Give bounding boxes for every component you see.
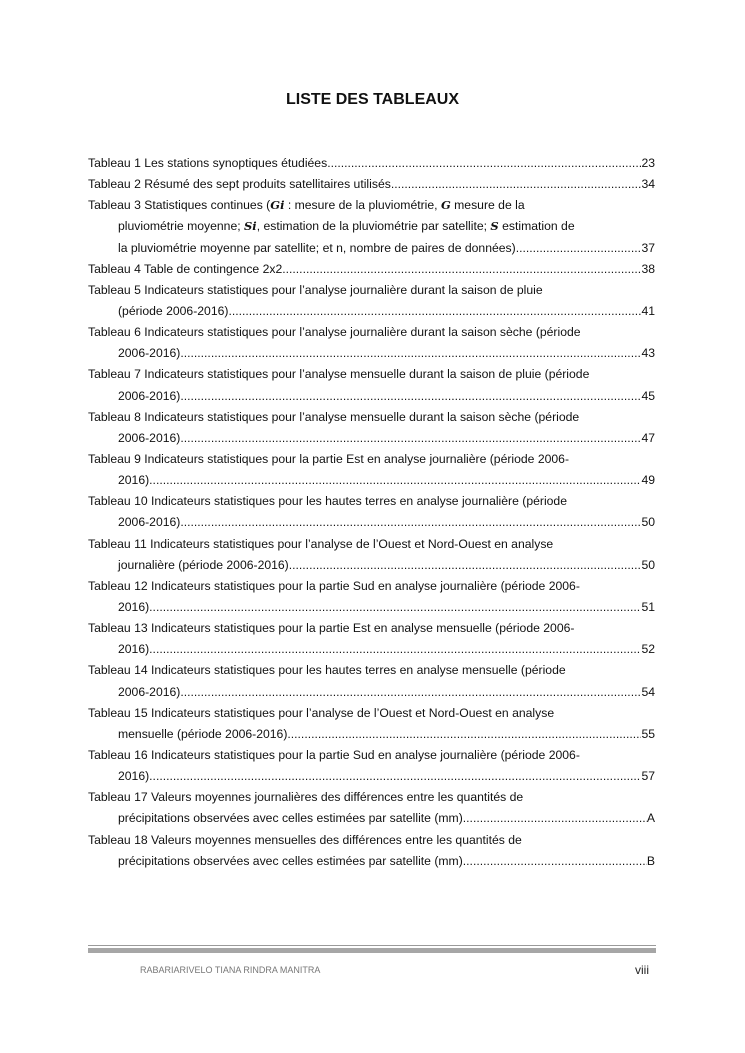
dot-leader (463, 851, 647, 872)
text-segment: estimation de (498, 219, 575, 234)
math-symbol: G (440, 198, 451, 213)
toc-entry[interactable] (88, 830, 655, 872)
toc-entry-line (88, 830, 655, 851)
toc-page-number: 47 (641, 430, 655, 445)
toc-entry-text: 2016) (118, 599, 150, 614)
toc-page-number: A (646, 811, 655, 826)
toc-entry[interactable] (88, 618, 655, 660)
toc-entry-line (88, 407, 655, 428)
toc-page-number: 34 (641, 177, 655, 192)
table-of-contents (88, 153, 655, 872)
toc-entry-text: Tableau 1 Les stations synoptiques étudiées (88, 156, 328, 170)
dot-leader (149, 639, 641, 660)
dot-leader (289, 555, 642, 576)
toc-entry-text: Tableau 11 Indicateurs statistiques pour l’analyse de l’Ouest et Nord-Ouest en analyse (88, 536, 554, 551)
toc-entry-text: 2016) (118, 769, 150, 784)
dot-leader (327, 153, 641, 174)
toc-entry[interactable] (88, 259, 655, 280)
toc-entry-line (88, 343, 655, 364)
toc-entry-line (88, 153, 655, 174)
toc-entry-text: Tableau 5 Indicateurs statistiques pour l’analyse journalière durant la saison de pluie (88, 282, 543, 297)
toc-entry[interactable] (88, 745, 655, 787)
toc-entry-text: Tableau 13 Indicateurs statistiques pour la partie Est en analyse mensuelle (période 2006- (88, 621, 575, 636)
toc-entry[interactable] (88, 280, 655, 322)
dot-leader (180, 428, 641, 449)
toc-page-number: 41 (641, 303, 655, 318)
dot-leader (180, 682, 641, 703)
toc-entry-text: précipitations observées avec celles estimées par satellite (mm) (118, 811, 463, 826)
toc-entry-text: 2006-2016) (118, 346, 181, 361)
toc-entry-text: Tableau 6 Indicateurs statistiques pour l’analyse journalière durant la saison sèche (période (88, 325, 581, 340)
dot-leader (149, 597, 641, 618)
toc-page-number: 23 (641, 156, 655, 170)
footer-bar (88, 948, 656, 953)
toc-entry-line (88, 682, 655, 703)
toc-entry-line (88, 787, 655, 808)
text-segment: pluviométrie moyenne; (118, 219, 244, 234)
toc-entry[interactable] (88, 322, 655, 364)
toc-entry-text (118, 216, 575, 237)
text-segment: Tableau 3 Statistiques continues ( (88, 198, 271, 213)
toc-entry-text: précipitations observées avec celles estimées par satellite (mm) (118, 853, 463, 868)
toc-entry-line (88, 660, 655, 681)
dot-leader (180, 343, 641, 364)
toc-entry-line (88, 512, 655, 533)
toc-entry-line (88, 534, 655, 555)
toc-entry-line (88, 428, 655, 449)
toc-entry-line (88, 745, 655, 766)
toc-entry-line (88, 174, 655, 195)
toc-entry-line (88, 491, 655, 512)
toc-entry-text: Tableau 2 Résumé des sept produits satellitaires utilisés (88, 177, 391, 192)
toc-page-number: 51 (641, 599, 655, 614)
toc-entry-text: 2006-2016) (118, 684, 181, 699)
toc-entry-text: Tableau 12 Indicateurs statistiques pour la partie Sud en analyse journalière (période 2006- (88, 578, 580, 593)
toc-page-number: 50 (641, 515, 655, 530)
toc-entry-text: Tableau 14 Indicateurs statistiques pour les hautes terres en analyse mensuelle (période (88, 663, 566, 678)
dot-leader (149, 766, 641, 787)
dot-leader (463, 808, 647, 829)
toc-entry-line (88, 808, 655, 829)
toc-entry-text: Tableau 15 Indicateurs statistiques pour l’analyse de l’Ouest et Nord-Ouest en analyse (88, 705, 555, 720)
toc-entry-text: Tableau 9 Indicateurs statistiques pour la partie Est en analyse journalière (période 2006- (88, 451, 570, 466)
toc-entry-text: 2016) (118, 473, 150, 488)
dot-leader (282, 259, 641, 280)
toc-entry[interactable] (88, 153, 655, 174)
toc-entry-line (88, 724, 655, 745)
toc-entry-line (88, 195, 655, 216)
footer-divider (88, 945, 656, 946)
toc-page-number: 57 (641, 769, 655, 784)
toc-entry[interactable] (88, 787, 655, 829)
text-segment: mesure de la (450, 198, 525, 213)
toc-entry-line (88, 639, 655, 660)
toc-entry-line (88, 703, 655, 724)
dot-leader (180, 386, 641, 407)
toc-page-number: 55 (641, 726, 655, 741)
toc-page-number: 54 (641, 684, 655, 699)
toc-entry-text: Tableau 4 Table de contingence 2x2 (88, 261, 283, 276)
dot-leader (516, 238, 642, 259)
toc-entry-text: (période 2006-2016) (118, 303, 229, 318)
toc-entry-text: 2006-2016) (118, 388, 181, 403)
toc-page-number: 52 (641, 642, 655, 657)
toc-entry[interactable] (88, 174, 655, 195)
toc-entry[interactable] (88, 491, 655, 533)
toc-entry-text: Tableau 7 Indicateurs statistiques pour l’analyse mensuelle durant la saison de pluie (période (88, 367, 590, 382)
toc-page-number: 50 (641, 557, 655, 572)
toc-entry-text: la pluviométrie moyenne par satellite; et n, nombre de paires de données) (118, 240, 516, 255)
toc-entry-line (88, 364, 655, 385)
toc-entry[interactable] (88, 364, 655, 406)
toc-entry[interactable] (88, 195, 655, 258)
toc-entry-line (88, 449, 655, 470)
toc-entry-line (88, 851, 655, 872)
toc-entry[interactable] (88, 660, 655, 702)
dot-leader (149, 470, 641, 491)
toc-entry-text (88, 195, 525, 216)
toc-entry-text: Tableau 17 Valeurs moyennes journalières des différences entre les quantités de (88, 790, 524, 805)
toc-entry[interactable] (88, 407, 655, 449)
toc-entry-line (88, 259, 655, 280)
toc-entry-line (88, 238, 655, 259)
text-segment: : mesure de la pluviométrie, (284, 198, 441, 213)
math-symbol: S (490, 219, 499, 234)
toc-entry-text: mensuelle (période 2006-2016) (118, 726, 288, 741)
toc-entry-line (88, 322, 655, 343)
toc-entry-line (88, 386, 655, 407)
dot-leader (180, 512, 641, 533)
toc-entry-text: journalière (période 2006-2016) (118, 557, 289, 572)
dot-leader (391, 174, 642, 195)
toc-entry[interactable] (88, 534, 655, 576)
toc-page-number: 38 (641, 261, 655, 276)
toc-page-number: 49 (641, 473, 655, 488)
math-symbol: Gi (270, 198, 285, 213)
dot-leader (228, 301, 641, 322)
toc-page-number: 43 (641, 346, 655, 361)
footer-author: RABARIARIVELO TIANA RINDRA MANITRA (140, 965, 321, 975)
toc-page-number: 37 (641, 240, 655, 255)
toc-entry-text: Tableau 18 Valeurs moyennes mensuelles des différences entre les quantités de (88, 832, 522, 847)
dot-leader (287, 724, 641, 745)
math-symbol: Si (244, 219, 257, 234)
toc-entry[interactable] (88, 703, 655, 745)
toc-entry-line (88, 555, 655, 576)
toc-entry-text: 2016) (118, 642, 150, 657)
toc-entry[interactable] (88, 576, 655, 618)
toc-entry-text: 2006-2016) (118, 430, 181, 445)
toc-entry[interactable] (88, 449, 655, 491)
page-number: viii (635, 963, 649, 977)
toc-entry-text: Tableau 8 Indicateurs statistiques pour l’analyse mensuelle durant la saison sèche (période (88, 409, 580, 424)
page-title: LISTE DES TABLEAUX (285, 91, 460, 108)
toc-entry-line (88, 280, 655, 301)
toc-entry-text: 2006-2016) (118, 515, 181, 530)
toc-entry-line (88, 470, 655, 491)
toc-entry-line (88, 301, 655, 322)
toc-entry-text: Tableau 10 Indicateurs statistiques pour les hautes terres en analyse journalière (période (88, 494, 567, 509)
toc-entry-line (88, 597, 655, 618)
toc-entry-line (88, 216, 655, 237)
toc-entry-line (88, 766, 655, 787)
toc-entry-line (88, 618, 655, 639)
toc-entry-line (88, 576, 655, 597)
toc-page-number: 45 (641, 388, 655, 403)
text-segment: , estimation de la pluviométrie par satellite; (256, 219, 491, 234)
toc-page-number: B (646, 853, 655, 868)
toc-entry-text: Tableau 16 Indicateurs statistiques pour la partie Sud en analyse journalière (période 2006- (88, 747, 580, 762)
